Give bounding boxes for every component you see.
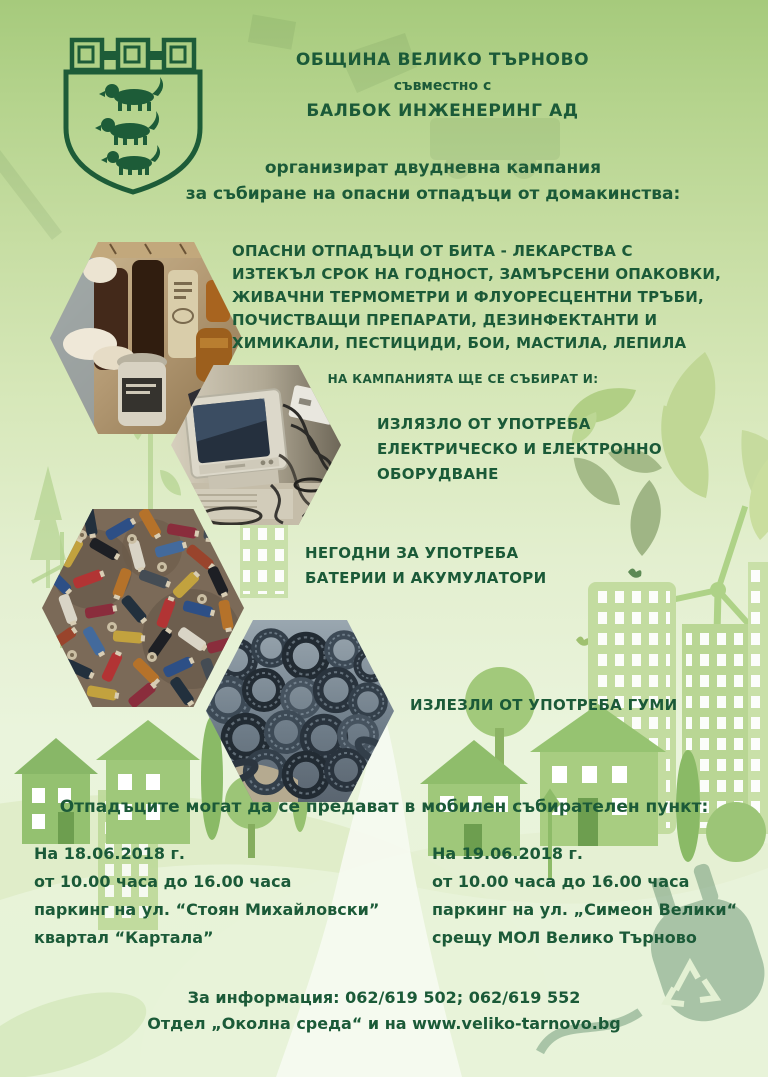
hazardous-line: ЖИВАЧНИ ТЕРМОМЕТРИ И ФЛУОРЕСЦЕНТНИ ТРЪБИ,: [232, 288, 704, 306]
campaign-line-2: за събиране на опасни отпадъци от домакинства:: [185, 184, 681, 204]
point2-date: На 19.06.2018 г.: [432, 844, 583, 863]
batteries-text: НЕГОДНИ ЗА УПОТРЕБА БАТЕРИИ И АКУМУЛАТОРИ: [305, 544, 547, 587]
tires-text: ИЗЛЕЗЛИ ОТ УПОТРЕБА ГУМИ: [410, 696, 678, 714]
also-collected-heading: НА КАМПАНИЯТА ЩЕ СЕ СЪБИРАТ И:: [327, 372, 599, 386]
point2-place: паркинг на ул. „Симеон Велики“: [432, 900, 738, 919]
butterfly-icon: [628, 569, 641, 578]
campaign-lines: [63, 155, 768, 207]
hazardous-line: ИЗТЕКЪЛ СРОК НА ГОДНОСТ, ЗАМЪРСЕНИ ОПАКОВКИ,: [232, 265, 722, 283]
point2-hours: от 10.00 часа до 16.00 часа: [432, 872, 690, 891]
partner-title: БАЛБОК ИНЖЕНЕРИНГ АД: [306, 101, 579, 122]
weee-text: ИЗЛЯЗЛО ОТ УПОТРЕБА ЕЛЕКТРИЧЕСКО И ЕЛЕКТРОННО ОБОРУДВАНЕ: [377, 415, 662, 483]
hazardous-waste-text: [232, 240, 721, 355]
point2-area: срещу МОЛ Велико Търново: [432, 928, 697, 947]
jointly-with-label: съвместно с: [393, 78, 492, 95]
point1-date: На 18.06.2018 г.: [34, 844, 185, 863]
campaign-line-1: организират двудневна кампания: [264, 158, 602, 178]
collection-intro: Отпадъците могат да се предават в мобилен събирателен пункт:: [59, 797, 709, 817]
butterfly-icon-2: [576, 637, 589, 646]
point1-area: квартал “Картала”: [34, 928, 214, 947]
footer-dept-line: Отдел „Околна среда“ и на www.veliko-tarnovo.bg: [147, 1014, 621, 1033]
hazardous-line: ПОЧИСТВАЩИ ПРЕПАРАТИ, ДЕЗИНФЕКТАНТИ И: [232, 311, 658, 329]
hazardous-line: ОПАСНИ ОТПАДЪЦИ ОТ БИТА - ЛЕКАРСТВА С: [232, 242, 633, 260]
point1-hours: от 10.00 часа до 16.00 часа: [34, 872, 292, 891]
collection-point-2: [432, 840, 737, 952]
header-block: [115, 50, 768, 121]
footer-info-line: За информация: 062/619 502; 062/619 552: [187, 988, 581, 1007]
hazardous-line: ХИМИКАЛИ, ПЕСТИЦИДИ, БОИ, МАСТИЛА, ЛЕПИЛА: [232, 334, 687, 352]
collection-point-1: [34, 840, 379, 952]
municipality-title: ОБЩИНА ВЕЛИКО ТЪРНОВО: [295, 50, 590, 70]
point1-place: паркинг на ул. “Стоян Михайловски”: [34, 900, 380, 919]
footer-block: [0, 985, 768, 1037]
